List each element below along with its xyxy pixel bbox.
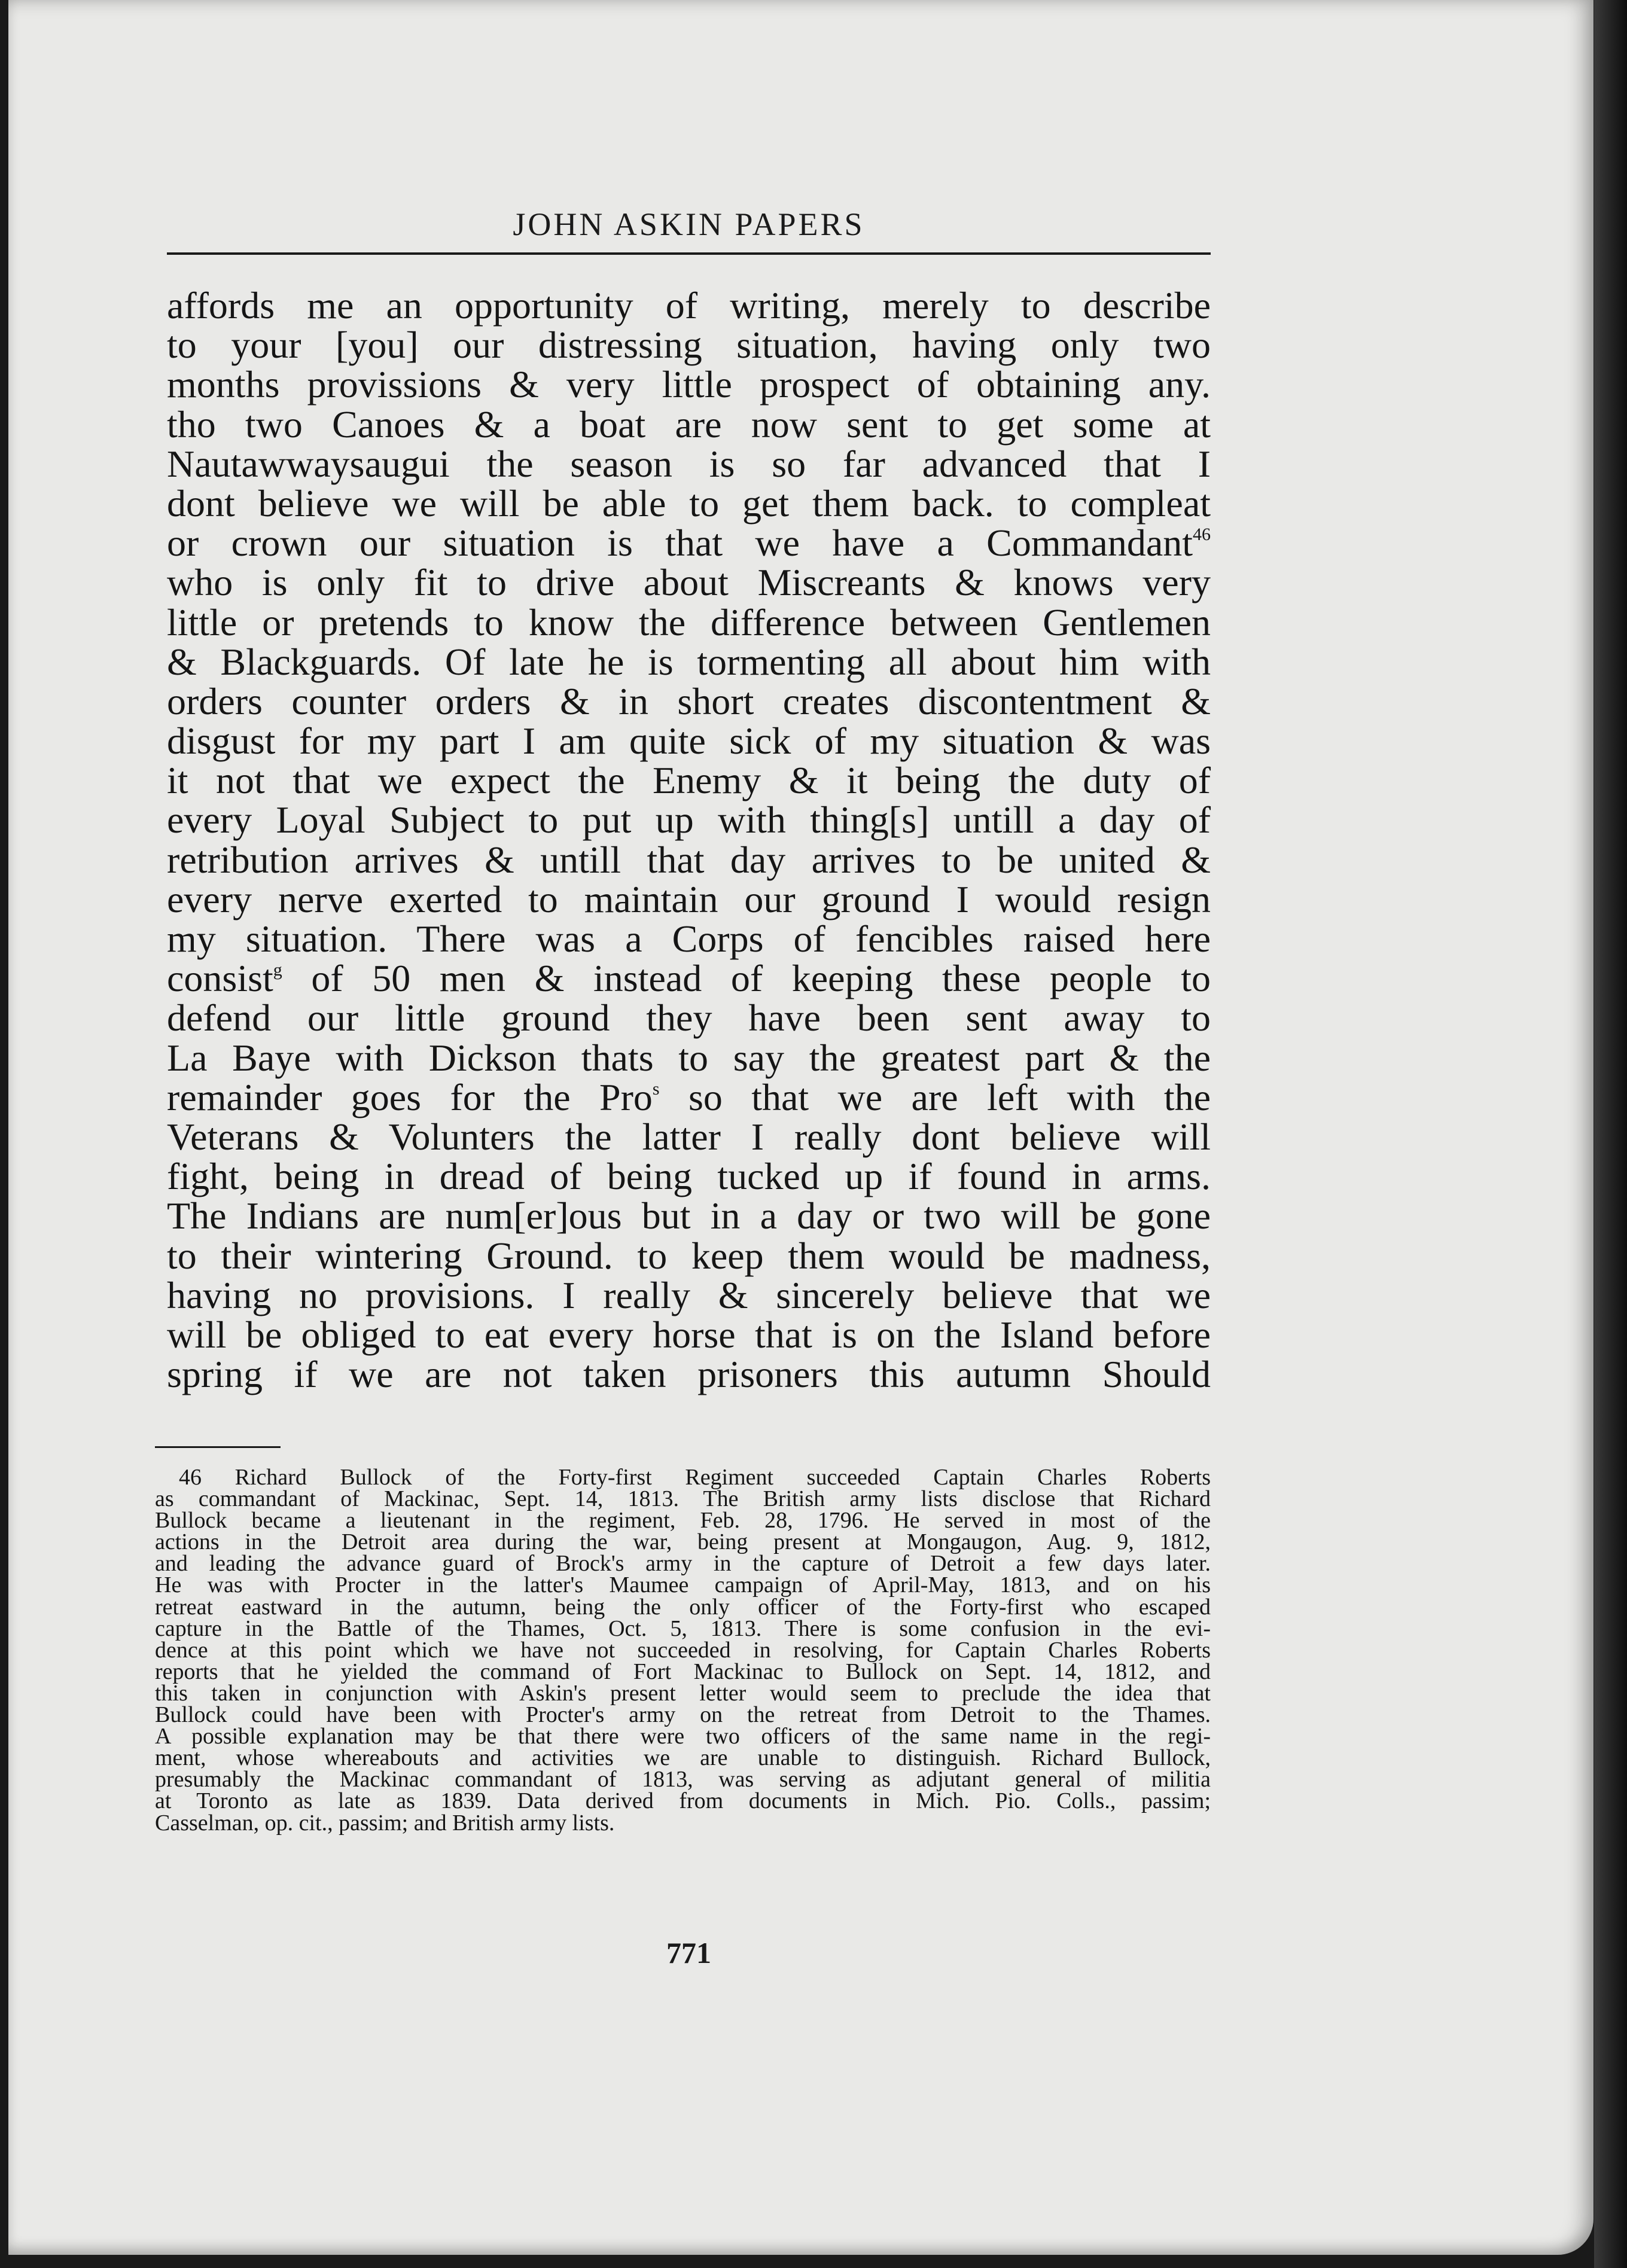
body-line: [167, 600, 1211, 644]
footnote-line: 46 Richard Bullock of the Forty-first Regiment succeeded Captain Charles Roberts: [179, 1465, 1211, 1490]
footnote-line: and leading the advance guard of Brock's army in the capture of Detroit a few days later.: [155, 1551, 1211, 1577]
text-run: who is only fit to drive about Miscreants & knows very: [167, 561, 1211, 604]
page-number: 771: [666, 1936, 711, 1970]
page-sheet: [8, 0, 1594, 2255]
footnote-line: Bullock could have been with Procter's army on the retreat from Detroit to the Thames.: [155, 1702, 1211, 1728]
text-run: every Loyal Subject to put up with thing[s] untill a day of: [167, 798, 1211, 842]
body-line: [167, 444, 1211, 484]
body-line: [167, 679, 1211, 723]
text-run: & Blackguards. Of late he is tormenting all about him with: [167, 640, 1211, 683]
text-run: so that we are left with the: [659, 1075, 1211, 1118]
text-run: La Baye with Dickson thats to say the greatest part & the: [167, 1036, 1211, 1079]
body-line: [167, 919, 1211, 959]
body-line: [167, 1075, 1211, 1118]
text-run: consist: [167, 957, 273, 1000]
footnote-line: He was with Procter in the latter's Maumee campaign of April-May, 1813, and on his: [155, 1572, 1211, 1598]
body-line: [167, 998, 1211, 1038]
body-line: [167, 405, 1211, 444]
text-run: months provissions & very little prospect of obtaining any.: [167, 363, 1211, 406]
body-line: [167, 721, 1211, 761]
footnote-line: this taken in conjunction with Askin's present letter would seem to preclude the idea that: [155, 1680, 1211, 1706]
body-line: [167, 877, 1211, 920]
footnote-line: presumably the Mackinac commandant of 1813, was serving as adjutant general of militia: [155, 1767, 1211, 1793]
scan-edge: [1594, 0, 1627, 2268]
text-run: of 50 men & instead of keeping these people to: [282, 957, 1211, 1000]
text-run: dont believe we will be able to get them back. to compleat: [167, 481, 1211, 525]
body-line: [167, 959, 1211, 998]
footnote-line: ment, whose whereabouts and activities we are unable to distinguish. Richard Bullock,: [155, 1745, 1211, 1771]
superscript: s: [652, 1078, 660, 1099]
superscript: 46: [1193, 525, 1211, 545]
footnote-line: capture in the Battle of the Thames, Oct. 5, 1813. There is some confusion in the evi-: [155, 1615, 1211, 1641]
text-run: it not that we expect the Enemy & it being the duty of: [167, 759, 1211, 802]
superscript: g: [273, 960, 282, 980]
text-run: to your [you] our distressing situation, having only two: [167, 324, 1211, 367]
text-run: or crown our situation is that we have a Commandant: [167, 522, 1193, 565]
body-line: [167, 1236, 1211, 1276]
body-line: [167, 1038, 1211, 1078]
body-line: [167, 481, 1211, 525]
body-line: [167, 523, 1211, 563]
footnote-line: reports that he yielded the command of Fort Mackinac to Bullock on Sept. 14, 1812, and: [155, 1659, 1211, 1684]
text-run: Veterans & Volunters the latter I really dont believe will: [167, 1115, 1211, 1158]
text-run: remainder goes for the Pro: [167, 1075, 653, 1118]
text-run: The Indians are num[er]ous but in a day or two will be gone: [167, 1194, 1211, 1237]
text-run: retribution arrives & untill that day arrives to be united &: [167, 838, 1211, 881]
body-line: [167, 1315, 1211, 1355]
footnote-line: actions in the Detroit area during the war, being present at Mongaugon, Aug. 9, 1812,: [155, 1529, 1211, 1555]
footnote-rule: [155, 1446, 281, 1448]
body-line: [167, 800, 1211, 840]
footnote-line: at Toronto as late as 1839. Data derived from documents in Mich. Pio. Colls., passim;: [155, 1788, 1211, 1814]
text-run: tho two Canoes & a boat are now sent to get some at: [167, 403, 1211, 446]
text-run: will be obliged to eat every horse that is on the Island before: [167, 1313, 1211, 1356]
body-line: [167, 761, 1211, 800]
footnote-line: retreat eastward in the autumn, being the only officer of the Forty-first who escaped: [155, 1594, 1211, 1620]
footnote-line: A possible explanation may be that there were two officers of the same name in the regi-: [155, 1724, 1211, 1749]
body-line: [167, 325, 1211, 365]
body-line: [167, 1273, 1211, 1316]
text-run: every nerve exerted to maintain our ground I would resign: [167, 877, 1211, 920]
text-run: orders counter orders & in short creates discontentment &: [167, 679, 1211, 723]
text-run: disgust for my part I am quite sick of my situation & was: [167, 720, 1211, 763]
footnote-line: Casselman, op. cit., passim; and British army lists.: [155, 1810, 615, 1836]
footnote-46: [155, 1467, 1211, 1834]
text-run: affords me an opportunity of writing, merely to describe: [167, 284, 1211, 327]
text-run: having no provisions. I really & sincerely believe that we: [167, 1273, 1211, 1316]
text-run: little or pretends to know the difference between Gentlemen: [167, 600, 1211, 644]
body-line: [167, 840, 1211, 880]
footnote-line: as commandant of Mackinac, Sept. 14, 1813. The British army lists disclose that Richard: [155, 1486, 1211, 1512]
text-run: Nautawwaysaugui the season is so far advanced that I: [167, 442, 1211, 485]
header-rule: [167, 252, 1211, 255]
body-line: [167, 1157, 1211, 1196]
text-run: spring if we are not taken prisoners this autumn Should: [167, 1353, 1211, 1396]
body-line: [167, 1196, 1211, 1236]
footnote-line: dence at this point which we have not succeeded in resolving, for Captain Charles Roberts: [155, 1637, 1211, 1663]
text-run: my situation. There was a Corps of fencibles raised here: [167, 917, 1211, 960]
text-run: to their wintering Ground. to keep them would be madness,: [167, 1234, 1211, 1277]
text-run: defend our little ground they have been sent away to: [167, 996, 1211, 1040]
body-line: [167, 642, 1211, 682]
text-run: fight, being in dread of being tucked up if found in arms.: [167, 1155, 1211, 1198]
running-head: JOHN ASKIN PAPERS: [513, 206, 865, 242]
body-line: [167, 563, 1211, 602]
footnote-line: Bullock became a lieutenant in the regiment, Feb. 28, 1796. He served in most of the: [155, 1508, 1211, 1534]
body-line: [167, 1117, 1211, 1157]
body-line: [167, 286, 1211, 325]
body-line: [167, 1355, 1211, 1394]
body-line: [167, 365, 1211, 404]
letter-body: [167, 286, 1211, 1394]
